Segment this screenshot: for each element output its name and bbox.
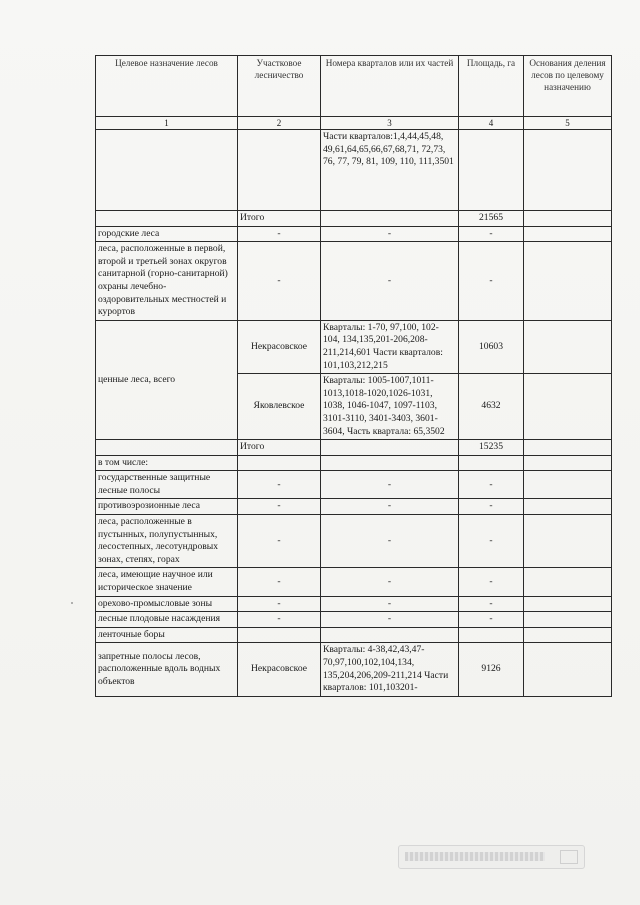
column-number-row — [96, 117, 612, 130]
table-row — [96, 130, 612, 211]
purpose-cell: ценные леса, всего — [96, 320, 238, 439]
purpose-cell: городские леса — [96, 226, 238, 242]
table-row: орехово-промысловые зоны - - - — [96, 596, 612, 612]
table-row — [96, 455, 612, 471]
area-cell: 10603 — [459, 320, 524, 373]
table-row — [96, 627, 612, 643]
column-number: 5 — [524, 117, 612, 130]
quarters-cell: Кварталы: 1005-1007,1011-1013,1018-1020,1026-1031, 1038, 1046-1047, 1097-1103, 3101-3110, 3401-3403, 3601-3604, Часть квартала: 65,3502 — [321, 374, 459, 440]
purpose-cell: леса, расположенные в первой, второй и третьей зонах округов санитарной (горно-санитарной) охраны лечебно-оздоровительных местностей и курортов — [96, 242, 238, 321]
purpose-cell: леса, имеющие научное или историческое значение — [96, 568, 238, 596]
table-row — [96, 320, 612, 373]
table-row: противоэрозионные леса - - - — [96, 499, 612, 515]
quarters-cell: Кварталы: 1-70, 97,100, 102- 104, 134,135,201-206,208-211,214,601 Части кварталов: 101,103,212,215 — [321, 320, 459, 373]
table-row: леса, имеющие научное или историческое значение - - - — [96, 568, 612, 596]
purpose-cell: орехово-промысловые зоны — [96, 596, 238, 612]
table-row: лесные плодовые насаждения - - - — [96, 612, 612, 628]
quarters-cell: Части кварталов:1,4,44,45,48, 49,61,64,65,66,67,68,71, 72,73, 76, 77, 79, 81, 109, 110, 111,3501 — [321, 130, 459, 211]
forest-purpose-table — [95, 55, 612, 697]
quarters-cell: Кварталы: 4-38,42,43,47-70,97,100,102,104,134, 135,204,206,209-211,214 Части кварталов: 101,103201- — [321, 643, 459, 696]
table-row — [96, 643, 612, 696]
purpose-cell: леса, расположенные в пустынных, полупустынных, лесостепных, лесотундровых зонах, степях, горах — [96, 515, 238, 568]
district-cell: Яковлевское — [238, 374, 321, 440]
header-purpose: Целевое назначение лесов — [96, 56, 238, 117]
total-label: Итого — [238, 211, 321, 227]
total-value: 21565 — [459, 211, 524, 227]
footer-stamp — [398, 845, 585, 869]
table-row: городские леса - - - — [96, 226, 612, 242]
purpose-cell: в том числе: — [96, 455, 238, 471]
purpose-cell: запретные полосы лесов, расположенные вдоль водных объектов — [96, 643, 238, 696]
total-value: 15235 — [459, 440, 524, 456]
total-row — [96, 440, 612, 456]
column-number: 1 — [96, 117, 238, 130]
purpose-cell: противоэрозионные леса — [96, 499, 238, 515]
total-label: Итого — [238, 440, 321, 456]
header-quarters: Номера кварталов или их частей — [321, 56, 459, 117]
column-number: 3 — [321, 117, 459, 130]
header-district: Участковое лесничество — [238, 56, 321, 117]
table-header-row — [96, 56, 612, 117]
table-row: государственные защитные лесные полосы - - - — [96, 471, 612, 499]
purpose-cell: государственные защитные лесные полосы — [96, 471, 238, 499]
area-cell: 4632 — [459, 374, 524, 440]
column-number: 2 — [238, 117, 321, 130]
total-row — [96, 211, 612, 227]
purpose-cell: лесные плодовые насаждения — [96, 612, 238, 628]
header-area: Площадь, га — [459, 56, 524, 117]
district-cell: Некрасовское — [238, 643, 321, 696]
area-cell: 9126 — [459, 643, 524, 696]
table-row: леса, расположенные в пустынных, полупустынных, лесостепных, лесотундровых зонах, степях, горах - - - — [96, 515, 612, 568]
district-cell: Некрасовское — [238, 320, 321, 373]
column-number: 4 — [459, 117, 524, 130]
purpose-cell: ленточные боры — [96, 627, 238, 643]
header-basis: Основания деления лесов по целевому назначению — [524, 56, 612, 117]
table-row: леса, расположенные в первой, второй и третьей зонах округов санитарной (горно-санитарной) охраны лечебно-оздоровительных местностей и курортов - - - — [96, 242, 612, 321]
